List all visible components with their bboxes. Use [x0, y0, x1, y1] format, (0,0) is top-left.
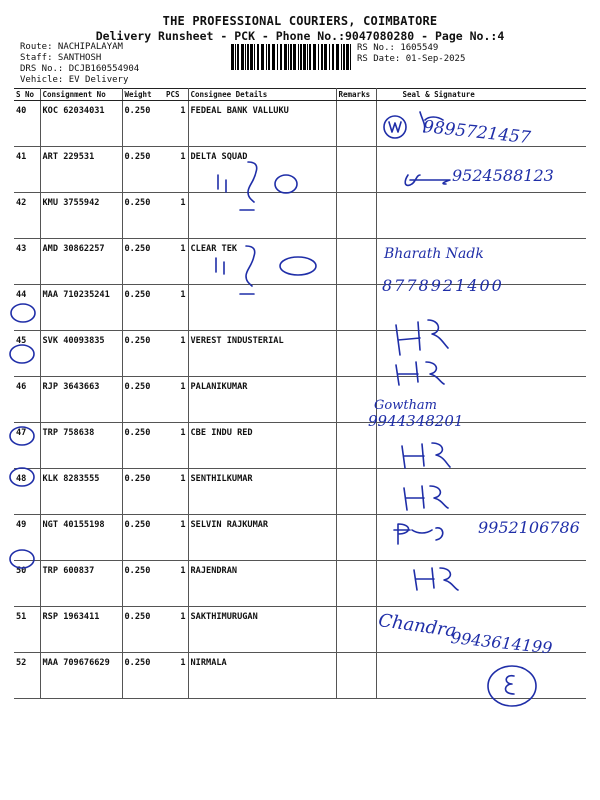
rs-date: RS Date: 01-Sep-2025 [357, 54, 466, 64]
col-consignment: Consignment No [40, 89, 122, 101]
barcode-bar [329, 44, 330, 70]
col-pcs: PCS [164, 89, 188, 101]
barcode-bar [257, 44, 259, 70]
cell-consignee: SENTHILKUMAR [188, 469, 336, 515]
cell-sno: 43 [14, 239, 40, 285]
hw-phone-47: 9944348201 [368, 412, 464, 430]
cell-remarks [336, 561, 376, 607]
cell-consignee: DELTA SQUAD [188, 147, 336, 193]
cell-consignment: SVK 40093835 [40, 331, 122, 377]
cell-sno: 45 [14, 331, 40, 377]
hw-name-43: Bharath Nadk [384, 246, 484, 262]
cell-sno: 47 [14, 423, 40, 469]
cell-consignee: CLEAR TEK [188, 239, 336, 285]
cell-pcs: 1 [164, 101, 188, 147]
cell-pcs: 1 [164, 331, 188, 377]
cell-sno: 49 [14, 515, 40, 561]
cell-sno: 50 [14, 561, 40, 607]
table-header-row [14, 89, 586, 101]
cell-consignee: CBE INDU RED [188, 423, 336, 469]
table-row [14, 469, 586, 515]
barcode-bar [313, 44, 316, 70]
barcode-bar [332, 44, 334, 70]
barcode-bar [288, 44, 289, 70]
cell-pcs: 1 [164, 193, 188, 239]
cell-weight: 0.250 [122, 469, 164, 515]
cell-remarks [336, 607, 376, 653]
barcode-bar [250, 44, 253, 70]
cell-pcs: 1 [164, 607, 188, 653]
col-seal: Seal & Signature [376, 89, 586, 101]
cell-weight: 0.250 [122, 147, 164, 193]
barcode-bar [266, 44, 267, 70]
cell-pcs: 1 [164, 147, 188, 193]
table-row [14, 653, 586, 699]
cell-remarks [336, 239, 376, 285]
cell-consignment: KMU 3755942 [40, 193, 122, 239]
cell-seal [376, 469, 586, 515]
rs-meta [357, 43, 465, 65]
table-row [14, 561, 586, 607]
cell-remarks [336, 515, 376, 561]
barcode-bar [318, 44, 319, 70]
barcode-bar [268, 44, 270, 70]
table-row [14, 377, 586, 423]
cell-consignment: NGT 40155198 [40, 515, 122, 561]
barcode-bar [324, 44, 327, 70]
cell-consignment: MAA 709676629 [40, 653, 122, 699]
cell-consignee [188, 285, 336, 331]
barcode-bar [309, 44, 311, 70]
barcode-bar [247, 44, 249, 70]
cell-consignment: AMD 30862257 [40, 239, 122, 285]
barcode-bar [261, 44, 264, 70]
cell-remarks [336, 101, 376, 147]
route-meta [20, 42, 139, 86]
cell-consignment: KLK 8283555 [40, 469, 122, 515]
cell-sno: 48 [14, 469, 40, 515]
cell-weight: 0.250 [122, 561, 164, 607]
col-remarks: Remarks [336, 89, 376, 101]
cell-sno: 41 [14, 147, 40, 193]
table-row [14, 193, 586, 239]
cell-consignee [188, 193, 336, 239]
barcode-bar [341, 44, 342, 70]
barcode-bar [346, 44, 349, 70]
hw-phone-50: 9952106786 [478, 518, 580, 537]
hw-phone-40: 9895721457 [421, 117, 532, 149]
barcode-bar [321, 44, 323, 70]
cell-consignment: MAA 710235241 [40, 285, 122, 331]
cell-consignment: RJP 3643663 [40, 377, 122, 423]
cell-consignee: SAKTHIMURUGAN [188, 607, 336, 653]
barcode-bar [280, 44, 282, 70]
cell-sno: 42 [14, 193, 40, 239]
cell-weight: 0.250 [122, 515, 164, 561]
barcode-bar [343, 44, 345, 70]
cell-seal [376, 193, 586, 239]
cell-weight: 0.250 [122, 653, 164, 699]
cell-consignee: RAJENDRAN [188, 561, 336, 607]
cell-pcs: 1 [164, 239, 188, 285]
barcode-bar [272, 44, 275, 70]
col-consignee: Consignee Details [188, 89, 336, 101]
cell-pcs: 1 [164, 653, 188, 699]
barcode-bar [254, 44, 255, 70]
cell-sno: 52 [14, 653, 40, 699]
cell-consignee: SELVIN RAJKUMAR [188, 515, 336, 561]
barcode-bar [307, 44, 308, 70]
cell-consignee: NIRMALA [188, 653, 336, 699]
cell-consignment: KOC 62034031 [40, 101, 122, 147]
barcode-bar [293, 44, 296, 70]
cell-weight: 0.250 [122, 285, 164, 331]
cell-weight: 0.250 [122, 101, 164, 147]
runsheet-subtitle: Delivery Runsheet - PCK - Phone No.:9047080280 - Page No.:4 [95, 29, 505, 43]
cell-sno: 40 [14, 101, 40, 147]
cell-weight: 0.250 [122, 193, 164, 239]
table-row [14, 331, 586, 377]
cell-sno: 51 [14, 607, 40, 653]
cell-weight: 0.250 [122, 239, 164, 285]
barcode-bar [231, 44, 234, 70]
cell-pcs: 1 [164, 423, 188, 469]
cell-sno: 46 [14, 377, 40, 423]
barcode-bar [237, 44, 239, 70]
cell-pcs: 1 [164, 515, 188, 561]
barcode-bar [284, 44, 287, 70]
cell-consignment: ART 229531 [40, 147, 122, 193]
barcode-bar [245, 44, 246, 70]
hw-name-47: Gowtham [374, 398, 438, 413]
hw-phone-41: 9524588123 [452, 166, 554, 185]
cell-sno: 44 [14, 285, 40, 331]
cell-seal [376, 331, 586, 377]
barcode-bar [241, 44, 244, 70]
hw-phone-52: 9943614199 [450, 628, 554, 658]
rs-number: RS No.: 1605549 [357, 43, 439, 53]
col-weight: Weight [122, 89, 164, 101]
cell-consignment: TRP 600837 [40, 561, 122, 607]
cell-consignment: RSP 1963411 [40, 607, 122, 653]
drs-line: DRS No.: DCJB160554904 [20, 64, 140, 74]
cell-weight: 0.250 [122, 423, 164, 469]
barcode-bar [277, 44, 278, 70]
cell-remarks [336, 147, 376, 193]
cell-consignee: PALANIKUMAR [188, 377, 336, 423]
cell-seal [376, 653, 586, 699]
cell-consignee: FEDEAL BANK VALLUKU [188, 101, 336, 147]
cell-consignee: VEREST INDUSTERIAL [188, 331, 336, 377]
barcode-bar [290, 44, 292, 70]
route-line: Route: NACHIPALAYAM [20, 42, 123, 52]
vehicle-line: Vehicle: EV Delivery [20, 75, 129, 85]
barcode [231, 44, 353, 70]
table-row [14, 423, 586, 469]
cell-remarks [336, 469, 376, 515]
cell-remarks [336, 331, 376, 377]
cell-remarks [336, 285, 376, 331]
cell-pcs: 1 [164, 285, 188, 331]
cell-weight: 0.250 [122, 331, 164, 377]
cell-remarks [336, 193, 376, 239]
cell-pcs: 1 [164, 469, 188, 515]
barcode-bar [300, 44, 302, 70]
hw-name-52: Chandra [377, 610, 458, 642]
barcode-bar [235, 44, 236, 70]
barcode-bar [350, 44, 351, 70]
cell-weight: 0.250 [122, 607, 164, 653]
cell-remarks [336, 653, 376, 699]
barcode-bar [298, 44, 299, 70]
cell-pcs: 1 [164, 377, 188, 423]
cell-pcs: 1 [164, 561, 188, 607]
staff-line: Staff: SANTHOSH [20, 53, 102, 63]
hw-phone-44: 8778921400 [382, 276, 504, 295]
cell-consignment: TRP 758638 [40, 423, 122, 469]
barcode-bar [303, 44, 306, 70]
col-sno: S No [14, 89, 40, 101]
cell-seal [376, 561, 586, 607]
company-title: THE PROFESSIONAL COURIERS, COIMBATORE [162, 14, 438, 28]
barcode-bar [336, 44, 339, 70]
cell-weight: 0.250 [122, 377, 164, 423]
